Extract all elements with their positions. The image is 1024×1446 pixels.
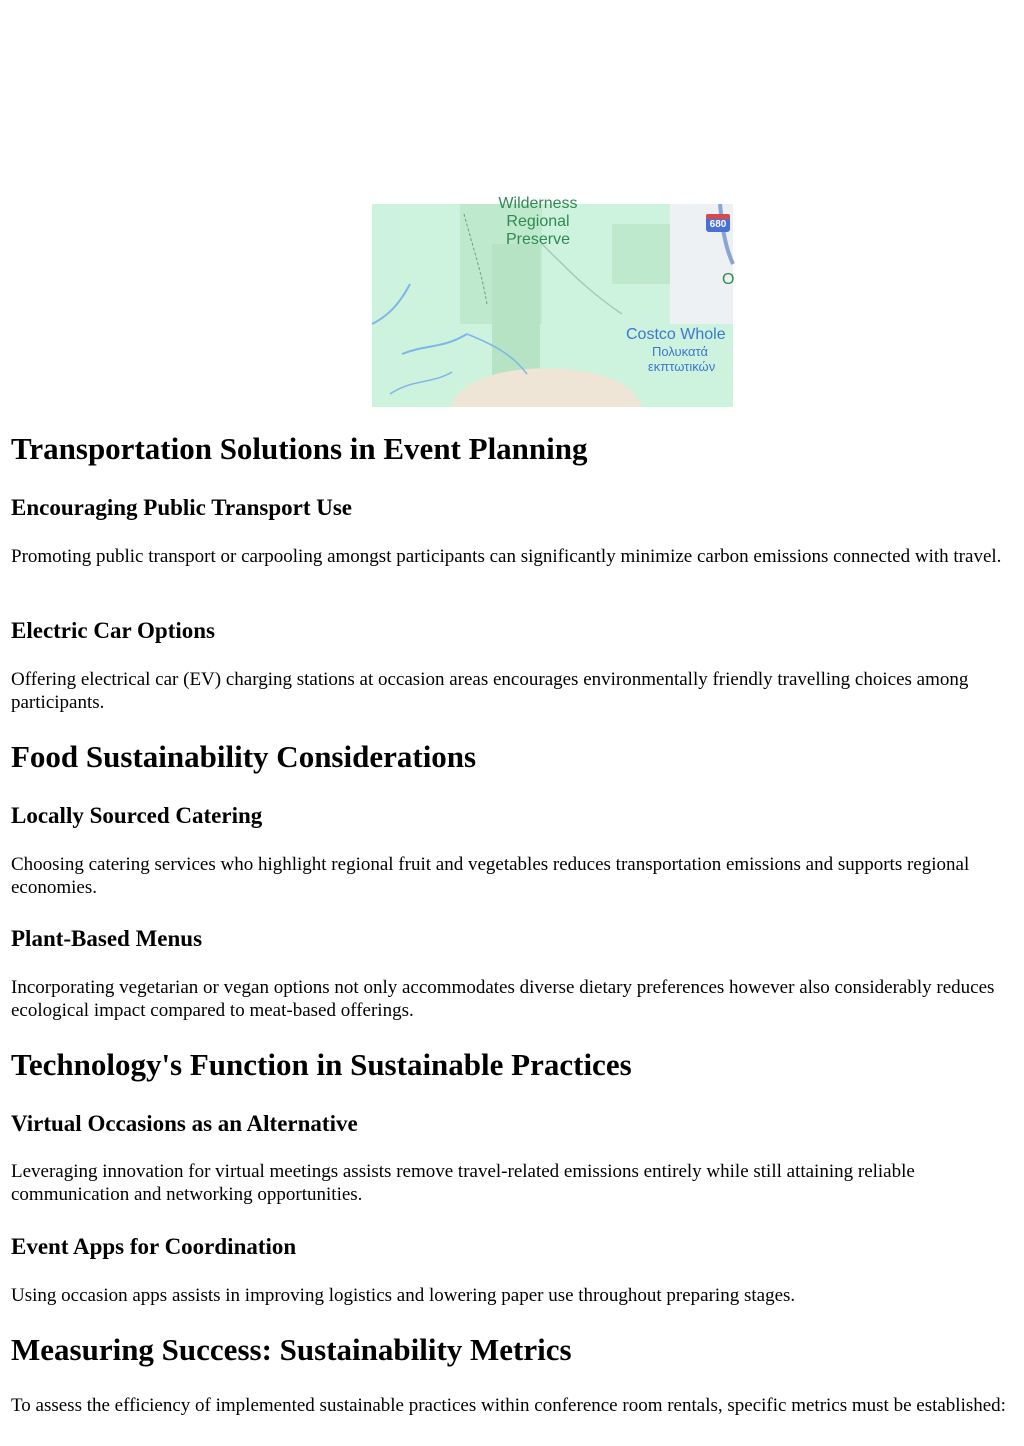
paragraph-plant-based: Incorporating vegetarian or vegan options not only accommodates diverse dietary preferences however also considerably reduces ecological impact compared to meat-based offerings.: [11, 977, 995, 1021]
store-name: Costco Whole: [626, 326, 726, 343]
subheading-local-catering: Locally Sourced Catering: [11, 803, 263, 828]
section-heading-food: Food Sustainability Considerations: [11, 739, 477, 774]
paragraph-virtual-occasions: Leveraging innovation for virtual meetings assists remove travel-related emissions entirely while still attaining reliable communication and networking opportunities.: [11, 1161, 915, 1205]
paragraph-event-apps: Using occasion apps assists in improving logistics and lowering paper use throughout preparing stages.: [11, 1285, 796, 1306]
store-greek-line2: εκπτωτικών: [648, 359, 716, 374]
preserve-label-line3: Preserve: [505, 231, 571, 248]
paragraph-electric-car: Offering electrical car (EV) charging stations at occasion areas encourages environmentally friendly travelling choices among participants.: [11, 669, 969, 713]
preserve-label: [488, 195, 588, 249]
subheading-public-transport: Encouraging Public Transport Use: [11, 495, 352, 520]
subheading-plant-based: Plant-Based Menus: [11, 926, 203, 951]
section-heading-technology: Technology's Function in Sustainable Practices: [11, 1047, 632, 1082]
preserve-label-line1: Wilderness: [498, 195, 578, 212]
paragraph-metrics-intro: To assess the efficiency of implemented sustainable practices within conference room rentals, specific metrics must be established:: [11, 1395, 1006, 1416]
section-heading-metrics: Measuring Success: Sustainability Metrics: [11, 1332, 572, 1367]
paragraph-public-transport: Promoting public transport or carpooling amongst participants can significantly minimize carbon emissions connected with travel.: [11, 546, 1002, 567]
subheading-event-apps: Event Apps for Coordination: [11, 1234, 297, 1259]
highway-shield-label: 680: [709, 219, 727, 230]
subheading-electric-car: Electric Car Options: [11, 618, 215, 643]
store-greek-line1: Πολυκατά: [652, 344, 708, 359]
paragraph-local-catering: Choosing catering services who highlight regional fruit and vegetables reduces transportation emissions and supports regional economies.: [11, 854, 970, 898]
section-heading-transportation: Transportation Solutions in Event Planning: [11, 431, 588, 466]
subheading-virtual-occasions: Virtual Occasions as an Alternative: [11, 1111, 358, 1136]
map-edge-label: O: [722, 271, 735, 288]
map-image: [372, 195, 735, 407]
preserve-label-line2: Regional: [506, 213, 570, 230]
store-label: [626, 326, 726, 374]
